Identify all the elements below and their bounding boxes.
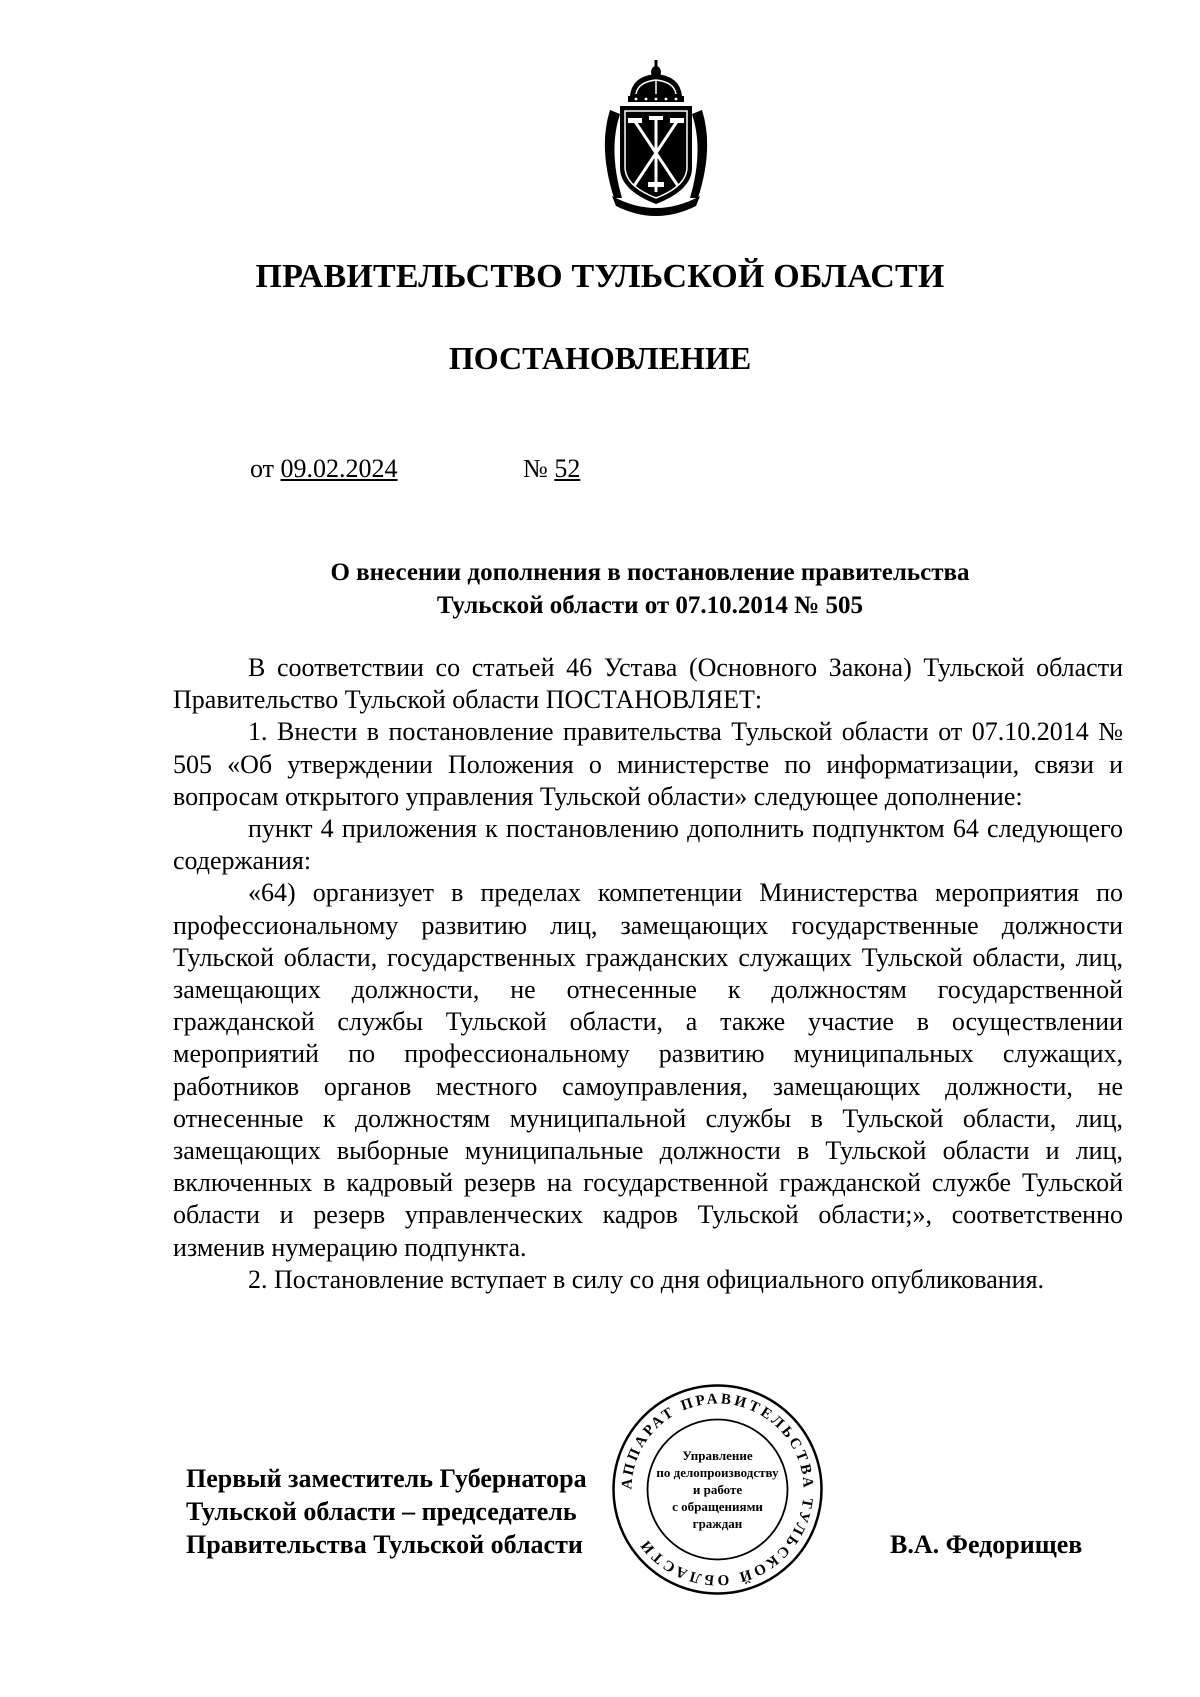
stamp-center-line-1: Управление: [682, 1448, 753, 1463]
body-paragraph-item-1: 1. Внести в постановление правительства Тульской области от 07.10.2014 № 505 «Об утверждении Положения о министерстве по информатизации, связи и вопросам открытого управления Тульской области» следующее дополнение:: [173, 717, 1123, 811]
body-paragraph-preamble: В соответствии со статьей 46 Устава (Основного Закона) Тульской области Правительство Тульской области ПОСТАНОВЛЯЕТ:: [173, 653, 1123, 715]
subject-line-2: Тульской области от 07.10.2014 № 505: [436, 592, 864, 619]
subject-line-1: О внесении дополнения в постановление правительства: [330, 559, 970, 586]
signatory-line-3: Правительства Тульской области: [186, 1530, 583, 1559]
signatory-line-2: Тульской области – председатель: [186, 1497, 577, 1526]
signatory-line-1: Первый заместитель Губернатора: [186, 1464, 587, 1493]
signatory-position: [186, 1462, 587, 1561]
document-body: [173, 652, 1123, 1296]
date-value: 09.02.2024: [280, 454, 398, 483]
body-paragraph-item-2: 2. Постановление вступает в силу со дня официального опубликования.: [248, 1264, 1045, 1294]
stamp-center-line-3: и работе: [692, 1482, 743, 1497]
stamp-center-line-5: граждан: [692, 1516, 743, 1531]
coat-of-arms-icon: [590, 58, 722, 218]
document-subject: [170, 556, 1130, 622]
number-value: 52: [554, 454, 581, 483]
stamp-center-line-4: с обращениями: [672, 1499, 763, 1514]
stamp-ring-text: АППАРАТ ПРАВИТЕЛЬСТВА ТУЛЬСКОЙ ОБЛАСТИ: [619, 1391, 816, 1588]
government-name: ПРАВИТЕЛЬСТВО ТУЛЬСКОЙ ОБЛАСТИ: [255, 258, 945, 295]
official-stamp-icon: [610, 1382, 825, 1597]
date-prefix: от: [250, 454, 275, 483]
signatory-name: В.А. Федорищев: [890, 1530, 1083, 1559]
document-number: [523, 454, 580, 484]
stamp-center-line-2: по делопроизводству: [656, 1465, 779, 1480]
document-type: ПОСТАНОВЛЕНИЕ: [448, 340, 752, 376]
number-prefix: №: [523, 454, 548, 483]
document-date: [250, 454, 398, 484]
body-paragraph-amendment: пункт 4 приложения к постановлению дополнить подпунктом 64 следующего содержания:: [173, 814, 1123, 876]
body-paragraph-subitem-64: «64) организует в пределах компетенции Министерства мероприятия по профессиональному развитию лиц, замещающих государственные должности Тульской области, государственных гражданских служащих Тульской области, лиц, замещающих должности, не отнесенные к должностям государственной гражданской службы Тульской области, а также участие в осуществлении мероприятий по профессиональному развитию муниципальных служащих, работников органов местного самоуправления, замещающих должности, не отнесенные к должностям муниципальной службы в Тульской области, лиц, замещающих выборные муниципальные должности в Тульской области и лиц, включенных в кадровый резерв на государственной гражданской службе Тульской области и резерв управленческих кадров Тульской области;», соответственно изменив нумерацию подпункта.: [173, 878, 1123, 1262]
